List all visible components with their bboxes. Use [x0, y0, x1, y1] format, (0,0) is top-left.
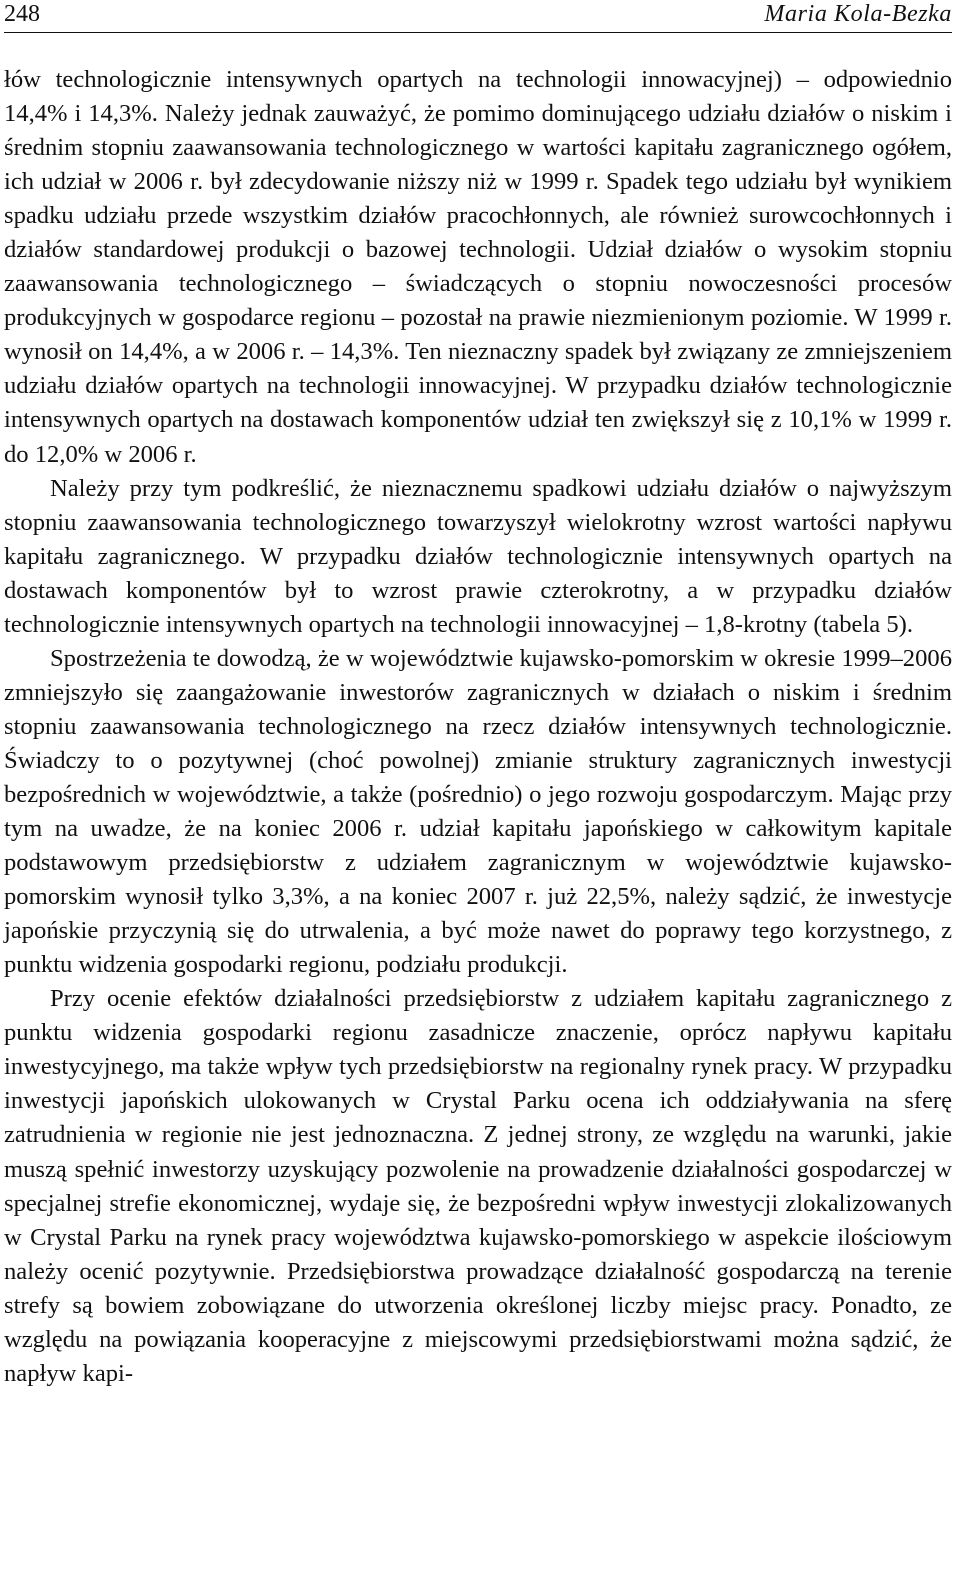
- paragraph-2: Należy przy tym podkreślić, że nieznacznemu spadkowi udziału działów o najwyższym stopniu zaawansowania technologicznego towarzyszył wielokrotny wzrost wartości napływu kapitału zagranicznego. W przypadku działów technologicznie intensywnych opartych na dostawach komponentów był to wzrost prawie czterokrotny, a w przypadku działów technologicznie intensywnych opartych na technologii innowacyjnej – 1,8-krotny (tabela 5).: [4, 474, 952, 638]
- body-text: [4, 63, 952, 1391]
- running-header: [4, 0, 952, 30]
- paragraph-4: Przy ocenie efektów działalności przedsiębiorstw z udziałem kapitału zagranicznego z punktu widzenia gospodarki regionu zasadnicze znaczenie, oprócz napływu kapitału inwestycyjnego, ma także wpływ tych przedsiębiorstw na regionalny rynek pracy. W przypadku inwestycji japońskich ulokowanych w Crystal Parku ocena ich oddziaływania na sferę zatrudnienia w regionie nie jest jednoznaczna. Z jednej strony, ze względu na warunki, jakie muszą spełnić inwestorzy uzyskujący pozwolenie na prowadzenie działalności gospodarczej w specjalnej strefie ekonomicznej, wydaje się, że bezpośredni wpływ inwestycji zlokalizowanych w Crystal Parku na rynek pracy województwa kujawsko-pomorskiego w aspekcie ilościowym należy ocenić pozytywnie. Przedsiębiorstwa prowadzące działalność gospodarczą na terenie strefy są bowiem zobowiązane do utworzenia określonej liczby miejsc pracy. Ponadto, ze względu na powiązania kooperacyjne z miejscowymi przedsiębiorstwami można sądzić, że napływ kapi-: [4, 985, 952, 1387]
- paragraph-3: Spostrzeżenia te dowodzą, że w województwie kujawsko-pomorskim w okresie 1999–2006 zmniejszyło się zaangażowanie inwestorów zagranicznych w działach o niskim i średnim stopniu zaawansowania technologicznego na rzecz działów intensywnych technologicznie. Świadczy to o pozytywnej (choć powolnej) zmianie struktury zagranicznych inwestycji bezpośrednich w województwie, a także (pośrednio) o jego rozwoju gospodarczym. Mając przy tym na uwadze, że na koniec 2006 r. udział kapitału japońskiego w całkowitym kapitale podstawowym przedsiębiorstw z udziałem zagranicznym w województwie kujawsko-pomorskim wynosił tylko 3,3%, a na koniec 2007 r. już 22,5%, należy sądzić, że inwestycje japońskie przyczynią się do utrwalenia, a być może nawet do poprawy tego korzystnego, z punktu widzenia gospodarki regionu, podziału produkcji.: [4, 644, 952, 979]
- document-page: [4, 0, 952, 1391]
- paragraph-1: łów technologicznie intensywnych opartych na technologii innowacyjnej) – odpowiednio 14,4% i 14,3%. Należy jednak zauważyć, że pomimo dominującego udziału działów o niskim i średnim stopniu zaawansowania technologicznego w wartości kapitału zagranicznego ogółem, ich udział w 2006 r. był zdecydowanie niższy niż w 1999 r. Spadek tego udziału był wynikiem spadku udziału przede wszystkim działów pracochłonnych, ale również surowcochłonnych i działów standardowej produkcji o bazowej technologii. Udział działów o wysokim stopniu zaawansowania technologicznego – świadczących o stopniu nowoczesności procesów produkcyjnych w gospodarce regionu – pozostał na prawie niezmienionym poziomie. W 1999 r. wynosił on 14,4%, a w 2006 r. – 14,3%. Ten nieznaczny spadek był związany ze zmniejszeniem udziału działów opartych na technologii innowacyjnej. W przypadku działów technologicznie intensywnych opartych na dostawach komponentów udział ten zwiększył się z 10,1% w 1999 r. do 12,0% w 2006 r.: [4, 66, 952, 468]
- running-header-author: Maria Kola-Bezka: [764, 1, 952, 27]
- page-number: 248: [4, 1, 40, 27]
- header-rule: [4, 32, 952, 33]
